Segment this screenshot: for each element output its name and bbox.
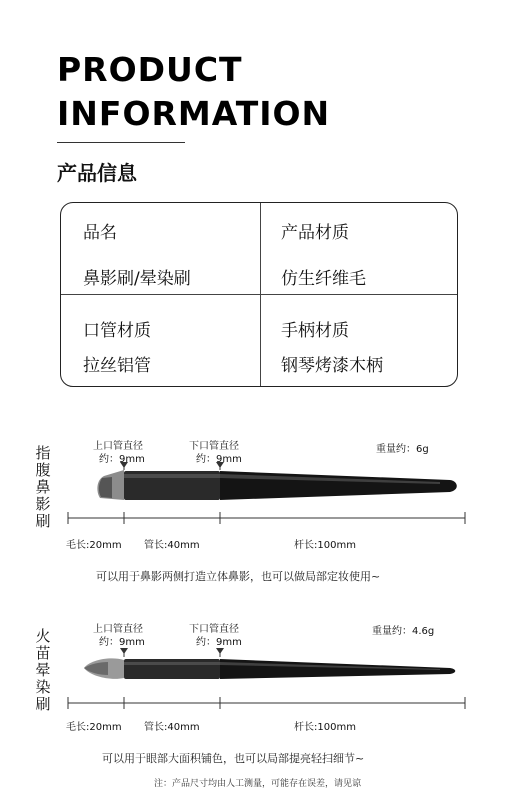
- section-subtitle: 产品信息: [57, 161, 137, 185]
- brush-2-lower-tube-label: 下口管直径: [189, 624, 239, 635]
- brush-1-hair-length: 毛长:20mm: [66, 540, 122, 551]
- cell-value-name: 鼻影刷/晕染刷: [83, 269, 191, 289]
- title-information: INFORMATION: [57, 94, 331, 133]
- brush-1-lower-tube-label: 下口管直径: [189, 441, 239, 452]
- cell-label-name: 品名: [83, 223, 117, 243]
- brush-1-upper-tube-value: 约：9mm: [99, 454, 145, 465]
- brush-1-handle-length: 杆长:100mm: [294, 540, 356, 551]
- brush-2-weight: 重量约：4.6g: [372, 626, 435, 637]
- brush-2-lower-tube-value: 约：9mm: [196, 637, 242, 648]
- brush-2-description: 可以用于眼部大面积铺色，也可以局部提亮轻扫细节~: [102, 752, 365, 765]
- brush-2-tube-length: 管长:40mm: [144, 722, 200, 733]
- brush-1-description: 可以用于鼻影两侧打造立体鼻影，也可以做局部定妆使用~: [96, 570, 381, 583]
- cell-label-material: 产品材质: [281, 223, 349, 243]
- cell-value-material: 仿生纤维毛: [281, 269, 366, 289]
- brush-2-upper-tube-label: 上口管直径: [93, 624, 143, 635]
- brush-1-upper-tube-label: 上口管直径: [93, 441, 143, 452]
- brush-1-weight: 重量约：6g: [376, 444, 429, 455]
- brush-1-name: 指腹鼻影刷: [35, 444, 51, 530]
- cell-label-tube: 口管材质: [83, 321, 151, 341]
- title-product: PRODUCT: [57, 50, 243, 89]
- brush-1-image: [97, 470, 456, 500]
- cell-label-handle: 手柄材质: [281, 321, 349, 341]
- brush-1-tube-length: 管长:40mm: [144, 540, 200, 551]
- cell-value-handle: 钢琴烤漆木柄: [281, 356, 383, 376]
- brush-2-upper-tube-value: 约：9mm: [99, 637, 145, 648]
- footer-note: 注：产品尺寸均由人工测量，可能存在误差，请见谅: [153, 779, 361, 789]
- brush-1-lower-tube-value: 约：9mm: [196, 454, 242, 465]
- brush-2-image: [84, 658, 455, 679]
- cell-value-tube: 拉丝铝管: [83, 356, 151, 376]
- brush-2-hair-length: 毛长:20mm: [66, 722, 122, 733]
- brush-2-handle-length: 杆长:100mm: [294, 722, 356, 733]
- brush-2-name: 火苗晕染刷: [35, 627, 51, 713]
